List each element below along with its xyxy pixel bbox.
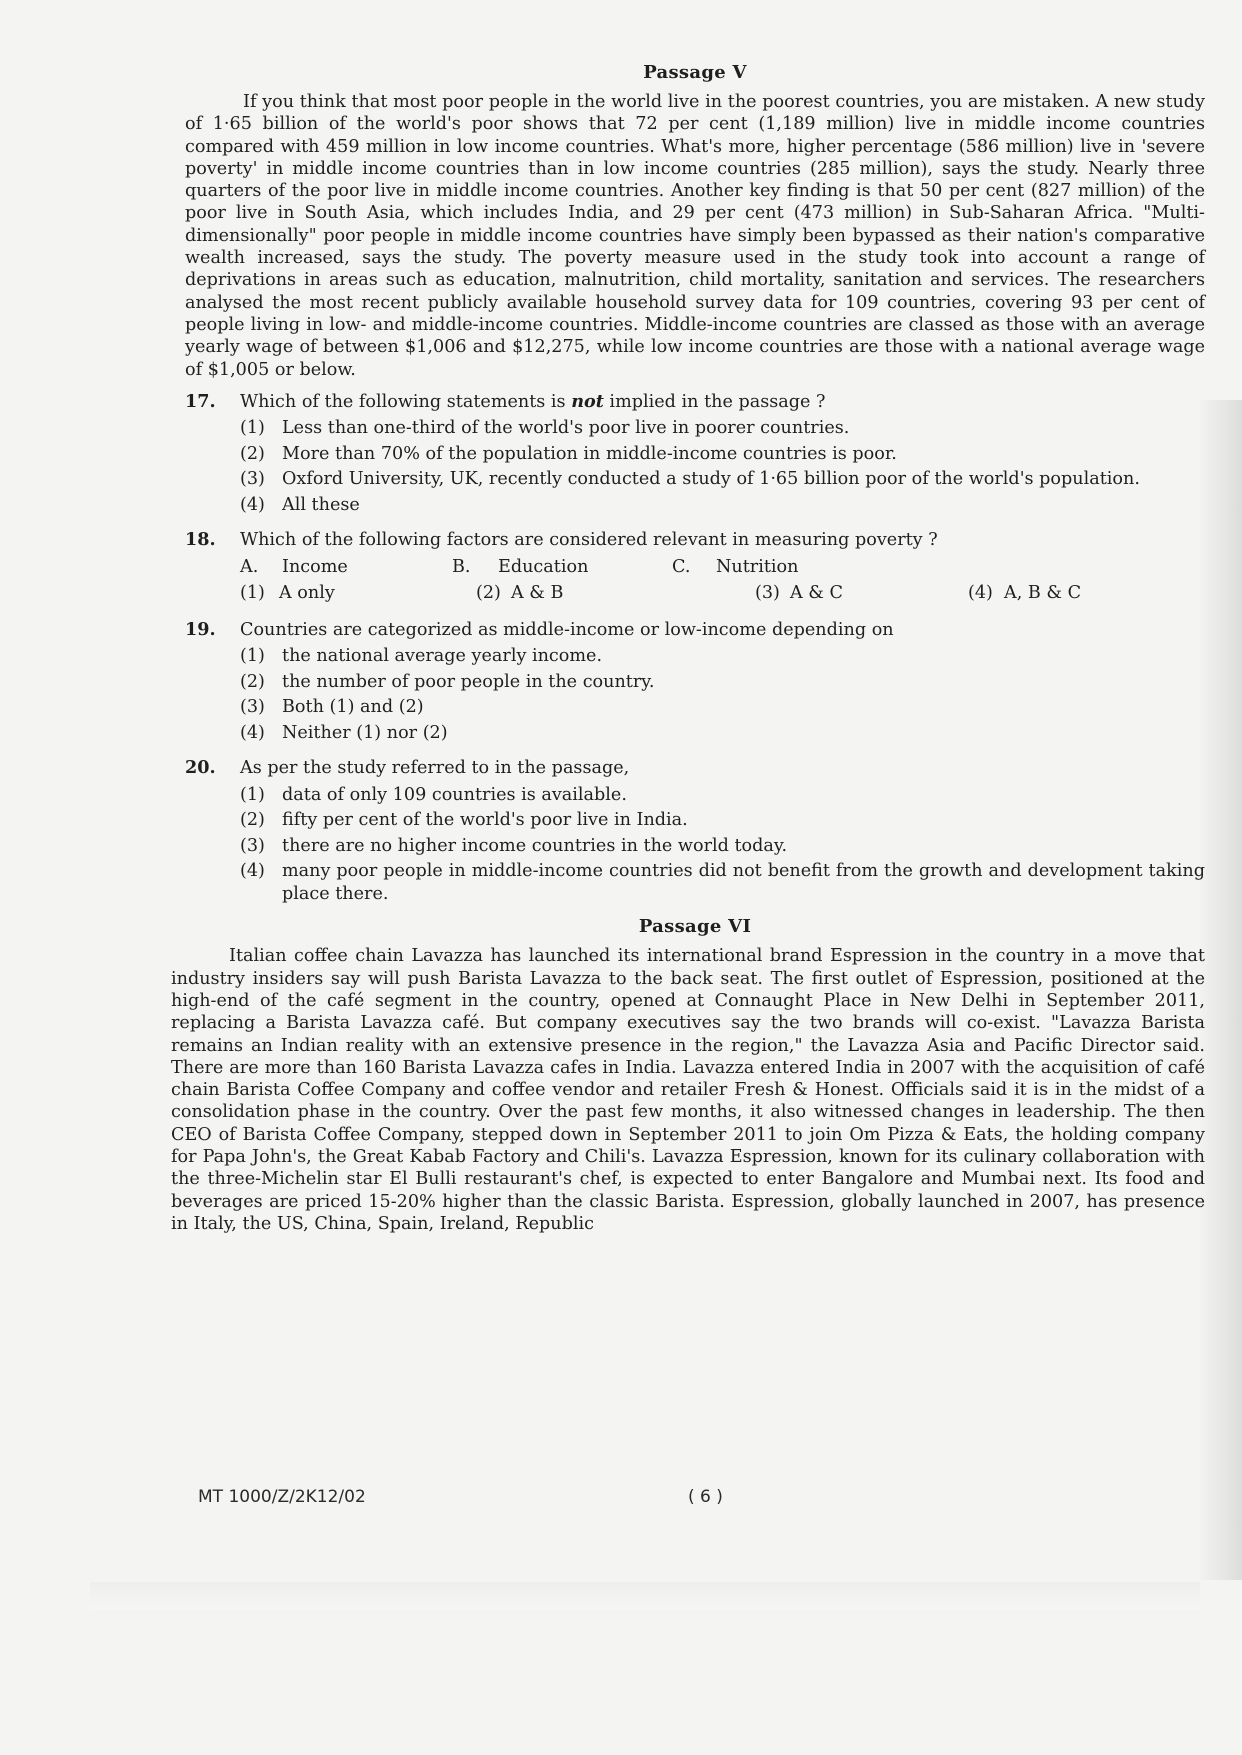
question-18 [185, 529, 1205, 609]
question-20 [185, 757, 1205, 908]
option-text: Neither (1) nor (2) [282, 722, 448, 743]
choice-number: (3) [755, 583, 780, 604]
stem-emphasis: not [571, 390, 604, 412]
choice-text: A & B [511, 583, 564, 604]
choice-text: A, B & C [1004, 583, 1082, 604]
passage-5-text: If you think that most poor people in the world live in the poorest countries, you are mistaken. A new study of 1·65 billion of the world's poor shows that 72 per cent (1,189 million) live in middle income countries compared with 459 million in low income countries. What's more, higher percentage (586 million) live in 'severe poverty' in middle income countries than in low income countries (285 million), says the study. Nearly three quarters of the poor live in middle income countries. Another key finding is that 50 per cent (827 million) of the poor live in South Asia, which includes India, and 29 per cent (473 million) in Sub-Saharan Africa. "Multi-dimensionally" poor people in middle income countries have simply been bypassed as their nation's comparative wealth increased, says the study. The poverty measure used in the study took into account a range of deprivations in areas such as education, malnutrition, child mortality, sanitation and services. The researchers analysed the most recent publicly available household survey data for 109 countries, covering 93 per cent of people living in low- and middle-income countries. Middle-income countries are classed as those with an average yearly wage of between $1,006 and $12,275, while low income countries are those with a national average wage of $1,005 or below. [185, 92, 1205, 380]
question-number: 17. [185, 390, 216, 412]
option-text: there are no higher income countries in the world today. [282, 835, 788, 856]
factor-label: A. [240, 556, 259, 577]
option-number: (2) [240, 443, 265, 464]
option-number: (2) [240, 671, 265, 692]
stem-part: implied in the passage ? [603, 391, 826, 412]
scan-shadow-bottom [90, 1582, 1200, 1610]
option-3 [240, 835, 1205, 858]
option-text: Both (1) and (2) [282, 697, 424, 718]
option-number: (3) [240, 469, 265, 490]
option-number: (4) [240, 494, 265, 515]
option-2 [240, 671, 1205, 694]
option-number: (1) [240, 784, 265, 805]
question-number: 20. [185, 757, 216, 779]
option-text: Oxford University, UK, recently conducted a study of 1·65 billion poor of the world's population. [282, 469, 1140, 490]
option-number: (1) [240, 646, 265, 667]
factor-label: B. [452, 556, 471, 577]
choice-number: (1) [240, 583, 265, 604]
option-2 [240, 809, 1205, 832]
choice-text: A & C [790, 583, 844, 604]
factor-text: Nutrition [716, 556, 799, 577]
factor-label: C. [672, 556, 691, 577]
option-number: (2) [240, 810, 265, 831]
factor-list [240, 556, 1205, 579]
option-1 [240, 417, 1205, 440]
option-text: the national average yearly income. [282, 646, 603, 667]
option-2 [240, 443, 1205, 466]
option-text: the number of poor people in the country. [282, 671, 655, 692]
option-text: More than 70% of the population in middle-income countries is poor. [282, 443, 897, 464]
option-number: (3) [240, 835, 265, 856]
option-4 [240, 494, 1205, 517]
option-number: (3) [240, 697, 265, 718]
option-number: (4) [240, 861, 265, 882]
question-number: 19. [185, 618, 216, 640]
question-stem: As per the study referred to in the passage, [240, 758, 630, 779]
option-text: fifty per cent of the world's poor live in India. [282, 810, 688, 831]
option-text: many poor people in middle-income countries did not benefit from the growth and development taking place there. [282, 861, 1205, 904]
option-3 [240, 468, 1205, 491]
question-number: 18. [185, 529, 216, 551]
question-stem [240, 391, 1205, 414]
option-text: Less than one-third of the world's poor live in poorer countries. [282, 418, 850, 439]
paper-code: MT 1000/Z/2K12/02 [198, 1487, 366, 1507]
option-text: data of only 109 countries is available. [282, 784, 627, 805]
exam-page [171, 62, 1205, 1235]
choice-text: A only [279, 583, 335, 604]
passage-5-title: Passage V [643, 62, 747, 83]
question-19 [185, 619, 1205, 748]
option-1 [240, 645, 1205, 668]
passage-6-title: Passage VI [638, 916, 752, 938]
option-number: (4) [240, 722, 265, 743]
choice-number: (4) [968, 583, 993, 604]
choice-list [240, 582, 1205, 605]
scan-shadow-right [1200, 400, 1242, 1580]
factor-text: Education [498, 556, 589, 577]
page-number: ( 6 ) [688, 1487, 723, 1507]
option-4 [240, 722, 1205, 745]
option-text: All these [282, 494, 360, 515]
stem-part: Which of the following statements is [240, 391, 572, 412]
option-number: (1) [240, 418, 265, 439]
question-stem: Countries are categorized as middle-income or low-income depending on [240, 619, 894, 640]
factor-text: Income [282, 556, 348, 577]
passage-6-text: Italian coffee chain Lavazza has launched its international brand Espression in the country in a move that industry insiders say will push Barista Lavazza to the back seat. The first outlet of Espression, positioned at the high-end of the café segment in the country, opened at Connaught Place in New Delhi in September 2011, replacing a Barista Lavazza café. But company executives say the two brands will co-exist. "Lavazza Barista remains an Indian reality with an extensive presence in the region," the Lavazza Asia and Pacific Director said. There are more than 160 Barista Lavazza cafes in India. Lavazza entered India in 2007 with the acquisition of café chain Barista Coffee Company and coffee vendor and retailer Fresh & Honest. Officials said it is in the midst of a consolidation phase in the country. Over the past few months, it also witnessed changes in leadership. The then CEO of Barista Coffee Company, stepped down in September 2011 to join Om Pizza & Eats, the holding company for Papa John's, the Great Kabab Factory and Chili's. Lavazza Espression, known for its culinary collaboration with the three-Michelin star El Bulli restaurant's chef, is expected to enter Bangalore and Mumbai next. Its food and beverages are priced 15-20% higher than the classic Barista. Espression, globally launched in 2007, has presence in Italy, the US, China, Spain, Ireland, Republic [171, 946, 1205, 1234]
option-1 [240, 784, 1205, 807]
option-4 [240, 860, 1205, 905]
question-stem: Which of the following factors are considered relevant in measuring poverty ? [240, 530, 938, 551]
question-17 [185, 391, 1205, 520]
choice-number: (2) [476, 583, 501, 604]
option-3 [240, 696, 1205, 719]
